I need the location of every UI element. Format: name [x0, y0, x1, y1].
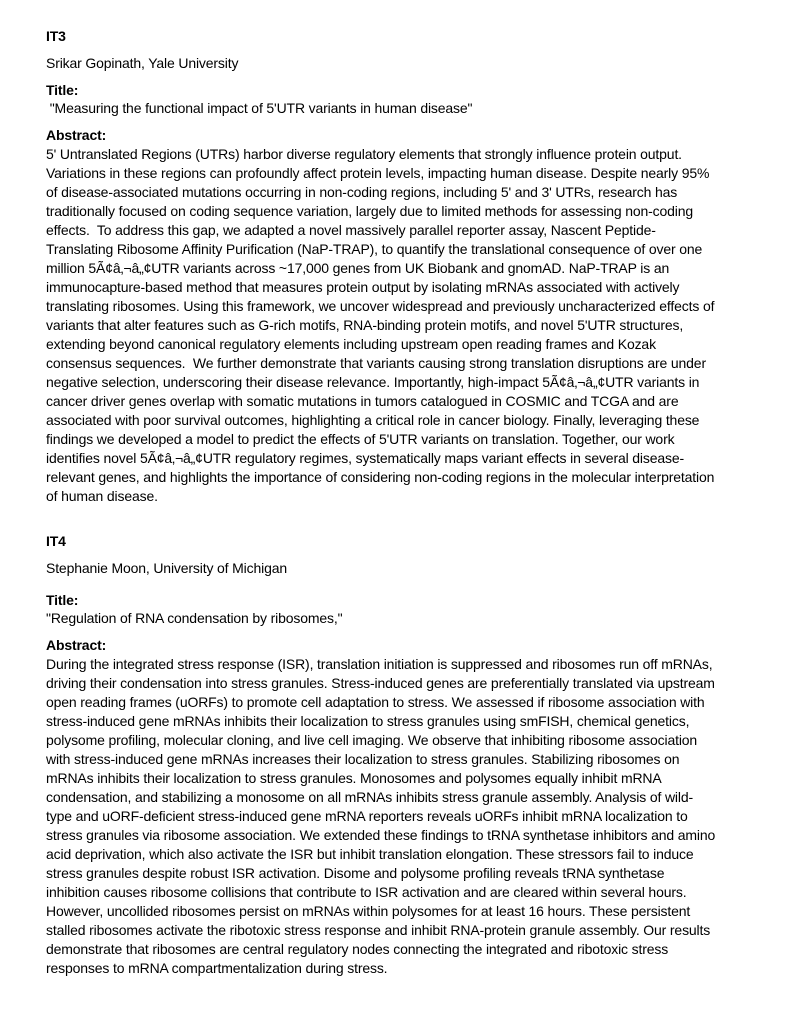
abstract-line: identifies novel 5Ã¢â‚¬â„¢UTR regulatory regimes, systematically maps variant effects in several disease-	[46, 450, 685, 466]
abstract-line: 5' Untranslated Regions (UTRs) harbor diverse regulatory elements that strongly influence protein output.	[46, 146, 682, 162]
entry-id: IT3	[46, 28, 66, 44]
abstract-line: immunocapture-based method that measures protein output by isolating mRNAs associated with actively	[46, 279, 680, 295]
abstract-line: stalled ribosomes activate the ribotoxic stress response and inhibit RNA-protein granule assembly. Our results	[46, 922, 711, 938]
abstract-line: effects. To address this gap, we adapted a novel massively parallel reporter assay, Nascent Peptide-	[46, 222, 656, 238]
abstract-line: consensus sequences. We further demonstrate that variants causing strong translation disruptions are under	[46, 355, 706, 371]
title-label: Title:	[46, 592, 79, 608]
talk-title: "Measuring the functional impact of 5'UTR variants in human disease"	[46, 100, 473, 116]
abstract-line: associated with poor survival outcomes, highlighting a critical role in cancer biology. Finally, leveraging these	[46, 412, 700, 428]
abstract-line: million 5Ã¢â‚¬â„¢UTR variants across ~17,000 genes from UK Biobank and gnomAD. NaP-TRAP is an	[46, 260, 670, 276]
speaker-affiliation: Srikar Gopinath, Yale University	[46, 55, 239, 71]
abstract-line: Translating Ribosome Affinity Purification (NaP-TRAP), to quantify the translational consequence of over one	[46, 241, 703, 257]
abstract-line: of human disease.	[46, 488, 158, 504]
abstract-line: polysome profiling, molecular cloning, and live cell imaging. We observe that inhibiting ribosome association	[46, 732, 698, 748]
abstract-line: traditionally focused on coding sequence variation, largely due to limited methods for assessing non-coding	[46, 203, 694, 219]
abstract-line: stress-induced gene mRNAs inhibits their localization to stress granules using smFISH, chemical genetics,	[46, 713, 690, 729]
abstract-line: translating ribosomes. Using this framework, we uncover widespread and previously uncharacterized effects of	[46, 298, 715, 314]
speaker-affiliation: Stephanie Moon, University of Michigan	[46, 560, 287, 576]
abstract-line: type and uORF-deficient stress-induced gene mRNA reporters reveals uORFs inhibit mRNA localization to	[46, 808, 688, 824]
abstract-line: cancer driver genes overlap with somatic mutations in tumors catalogued in COSMIC and TCGA and are	[46, 393, 679, 409]
abstract-line: inhibition causes ribosome collisions that contribute to ISR activation and are cleared within several hours.	[46, 884, 687, 900]
abstract-line: with stress-induced gene mRNAs increases their localization to stress granules. Stabilizing ribosomes on	[46, 751, 680, 767]
abstract-line: extending beyond canonical regulatory elements including upstream open reading frames and Kozak	[46, 336, 656, 352]
entry-id: IT4	[46, 533, 66, 549]
abstract-line: stress granules via ribosome association. We extended these findings to tRNA synthetase inhibitors and amino	[46, 827, 716, 843]
abstract-label: Abstract:	[46, 127, 107, 143]
abstract-line: responses to mRNA compartmentalization during stress.	[46, 960, 388, 976]
abstract-line: However, uncollided ribosomes persist on mRNAs within polysomes for at least 16 hours. These persistent	[46, 903, 691, 919]
abstract-line: negative selection, underscoring their disease relevance. Importantly, high-impact 5Ã¢â‚¬â„¢UTR variants in	[46, 374, 700, 390]
abstract-line: condensation, and stabilizing a monosome on all mRNAs inhibits stress granule assembly. Analysis of wild-	[46, 789, 693, 805]
abstract-line: During the integrated stress response (ISR), translation initiation is suppressed and ribosomes run off mRNAs,	[46, 656, 713, 672]
abstract-line: variants that alter features such as G-rich motifs, RNA-binding protein motifs, and novel 5'UTR structures,	[46, 317, 684, 333]
abstract-line: stress granules despite robust ISR activation. Disome and polysome profiling reveals tRNA synthetase	[46, 865, 665, 881]
abstract-line: driving their condensation into stress granules. Stress-induced genes are preferentially translated via upstream	[46, 675, 715, 691]
abstract-line: of disease-associated mutations occurring in non-coding regions, including 5' and 3' UTRs, research has	[46, 184, 678, 200]
abstract-line: findings we developed a model to predict the effects of 5'UTR variants on translation. Together, our work	[46, 431, 675, 447]
abstract-line: demonstrate that ribosomes are central regulatory nodes connecting the integrated and ribotoxic stress	[46, 941, 669, 957]
talk-title: "Regulation of RNA condensation by ribosomes,"	[46, 610, 343, 626]
abstract-line: acid deprivation, which also activate the ISR but inhibit translation elongation. These stressors fail to induce	[46, 846, 694, 862]
abstract-line: Variations in these regions can profoundly affect protein levels, impacting human disease. Despite nearly 95%	[46, 165, 710, 181]
abstract-line: relevant genes, and highlights the importance of considering non-coding regions in the molecular interpretation	[46, 469, 715, 485]
abstract-label: Abstract:	[46, 637, 107, 653]
title-label: Title:	[46, 82, 79, 98]
abstract-line: open reading frames (uORFs) to promote cell adaptation to stress. We assessed if ribosome association with	[46, 694, 705, 710]
abstract-line: mRNAs inhibits their localization to stress granules. Monosomes and polysomes equally inhibit mRNA	[46, 770, 662, 786]
